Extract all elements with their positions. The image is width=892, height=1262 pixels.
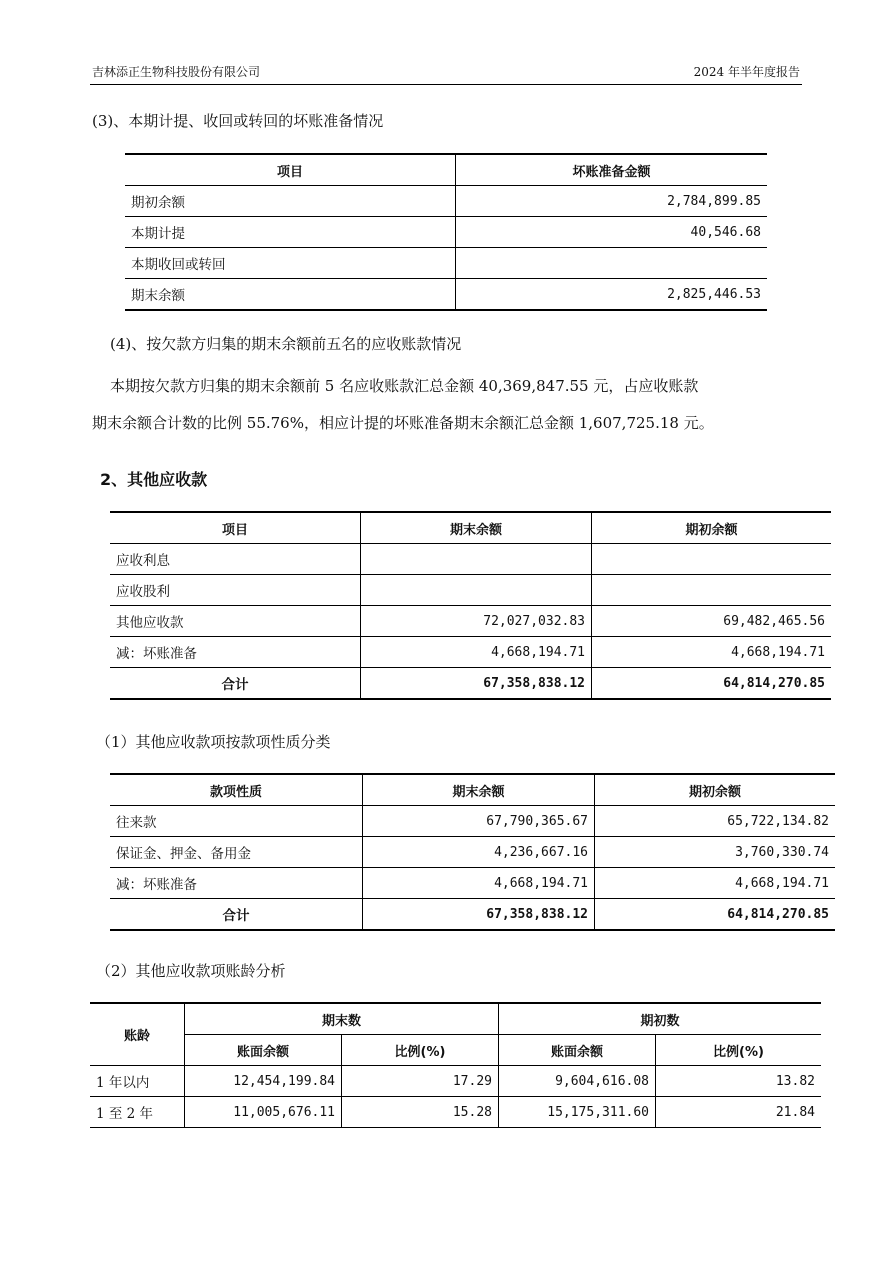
col-header: 账龄: [90, 1003, 185, 1066]
cell-value: 4,668,194.71: [592, 637, 832, 668]
table-row: [125, 248, 767, 279]
cell-value: [361, 575, 592, 606]
cell-value: [592, 575, 832, 606]
table-row: [90, 1097, 821, 1128]
row-label: 本期计提: [125, 217, 456, 248]
total-value: 67,358,838.12: [363, 899, 595, 931]
cell-value: [592, 544, 832, 575]
table-row: [110, 837, 835, 868]
table-row: [125, 217, 767, 248]
table-row: [110, 806, 835, 837]
table-row: [110, 544, 831, 575]
section-heading: 2、其他应收款: [100, 470, 208, 489]
col-header: 坏账准备金额: [456, 154, 768, 186]
cell-value: 2,825,446.53: [456, 279, 768, 311]
row-label: 保证金、押金、备用金: [110, 837, 363, 868]
col-header: 项目: [125, 154, 456, 186]
cell-value: 65,722,134.82: [595, 806, 836, 837]
col-header: 期初余额: [595, 774, 836, 806]
total-value: 67,358,838.12: [361, 668, 592, 700]
cell-value: 4,236,667.16: [363, 837, 595, 868]
paragraph-line: 期末余额合计数的比例 55.76%，相应计提的坏账准备期末余额汇总金额 1,607,725.18 元。: [92, 414, 714, 432]
cell-value: 12,454,199.84: [185, 1066, 342, 1097]
total-value: 64,814,270.85: [595, 899, 836, 931]
row-label: 1 年以内: [90, 1066, 185, 1097]
section-4-title: (4)、按欠款方归集的期末余额前五名的应收账款情况: [110, 335, 462, 353]
col-header: 款项性质: [110, 774, 363, 806]
subsection-title: （1）其他应收款项按款项性质分类: [96, 733, 331, 751]
cell-value: 9,604,616.08: [499, 1066, 656, 1097]
row-label: 应收股利: [110, 575, 361, 606]
cell-value: [361, 544, 592, 575]
total-label: 合计: [110, 668, 361, 700]
col-header: 期初余额: [592, 512, 832, 544]
cell-value: 4,668,194.71: [595, 868, 836, 899]
col-header: 比例(%): [656, 1035, 822, 1066]
row-label: 期末余额: [125, 279, 456, 311]
cell-value: 21.84: [656, 1097, 822, 1128]
cell-value: 15.28: [342, 1097, 499, 1128]
cell-value: 4,668,194.71: [363, 868, 595, 899]
row-label: 1 至 2 年: [90, 1097, 185, 1128]
table-row: [110, 637, 831, 668]
total-label: 合计: [110, 899, 363, 931]
other-receivables-table: [110, 511, 831, 700]
report-title: 2024 年半年度报告: [693, 65, 800, 79]
bad-debt-table: [125, 153, 767, 311]
subsection-title: （2）其他应收款项账龄分析: [96, 962, 286, 980]
row-label: 期初余额: [125, 186, 456, 217]
total-row: [110, 668, 831, 700]
table-row: [110, 868, 835, 899]
group-header: 期初数: [499, 1003, 822, 1035]
col-header: 项目: [110, 512, 361, 544]
table-row: [90, 1066, 821, 1097]
cell-value: 67,790,365.67: [363, 806, 595, 837]
cell-value: 69,482,465.56: [592, 606, 832, 637]
cell-value: 17.29: [342, 1066, 499, 1097]
cell-value: 2,784,899.85: [456, 186, 768, 217]
nature-table: [110, 773, 835, 931]
page-header: [90, 64, 802, 85]
col-header: 期末余额: [363, 774, 595, 806]
group-header: 期末数: [185, 1003, 499, 1035]
col-header: 账面余额: [185, 1035, 342, 1066]
row-label: 本期收回或转回: [125, 248, 456, 279]
row-label: 减：坏账准备: [110, 637, 361, 668]
cell-value: 4,668,194.71: [361, 637, 592, 668]
row-label: 应收利息: [110, 544, 361, 575]
cell-value: [456, 248, 768, 279]
row-label: 减：坏账准备: [110, 868, 363, 899]
cell-value: 15,175,311.60: [499, 1097, 656, 1128]
cell-value: 3,760,330.74: [595, 837, 836, 868]
cell-value: 13.82: [656, 1066, 822, 1097]
paragraph-line: 本期按欠款方归集的期末余额前 5 名应收账款汇总金额 40,369,847.55 元，占应收账款: [110, 377, 699, 395]
col-header: 比例(%): [342, 1035, 499, 1066]
cell-value: 11,005,676.11: [185, 1097, 342, 1128]
table-row: [110, 575, 831, 606]
section-3-title: (3)、本期计提、收回或转回的坏账准备情况: [92, 112, 384, 130]
company-name: 吉林添正生物科技股份有限公司: [92, 65, 261, 79]
total-row: [110, 899, 835, 931]
row-label: 其他应收款: [110, 606, 361, 637]
col-header: 账面余额: [499, 1035, 656, 1066]
cell-value: 72,027,032.83: [361, 606, 592, 637]
table-row: [125, 279, 767, 311]
cell-value: 40,546.68: [456, 217, 768, 248]
aging-table: [90, 1002, 821, 1128]
col-header: 期末余额: [361, 512, 592, 544]
total-value: 64,814,270.85: [592, 668, 832, 700]
table-row: [125, 186, 767, 217]
table-row: [110, 606, 831, 637]
row-label: 往来款: [110, 806, 363, 837]
